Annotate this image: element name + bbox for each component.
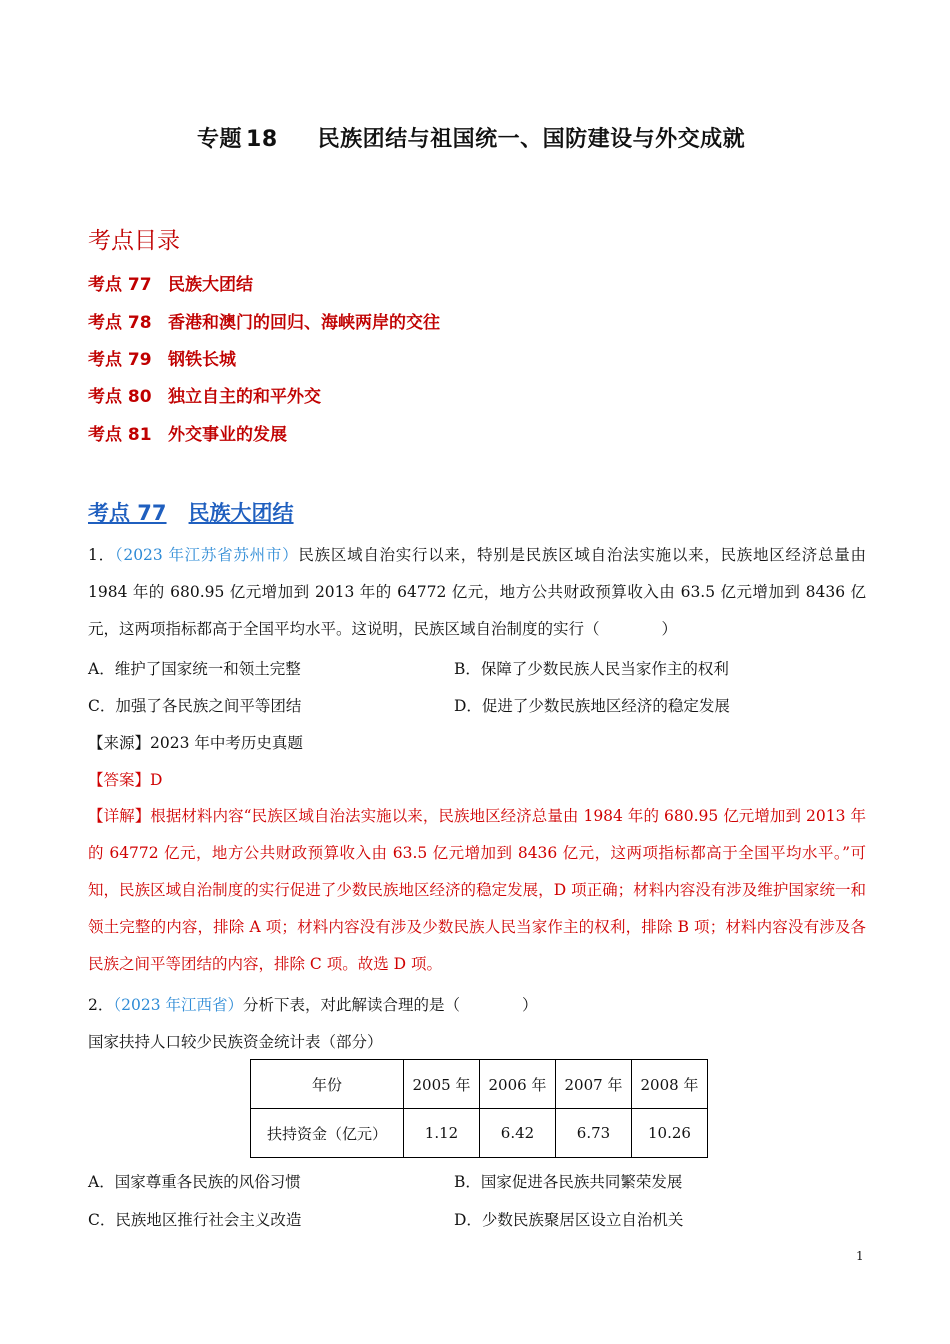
question-source-tag: （2023 年江苏省苏州市） bbox=[114, 546, 299, 564]
section-code: 考点 77 bbox=[88, 501, 167, 525]
page-number: 1 bbox=[856, 1249, 864, 1263]
table-cell: 6.42 bbox=[480, 1109, 556, 1158]
q1-option-d: D．促进了少数民族地区经济的稳定发展 bbox=[454, 697, 730, 715]
table-caption: 国家扶持人口较少民族资金统计表（部分） bbox=[88, 1033, 383, 1051]
toc-item-label: 独立自主的和平外交 bbox=[168, 387, 321, 407]
table-header-cell: 2008 年 bbox=[632, 1060, 708, 1109]
source-label: 【来源】 bbox=[88, 734, 151, 752]
question-number: 1． bbox=[88, 546, 115, 564]
answer-label: 【答案】 bbox=[88, 771, 151, 789]
section-label: 民族大团结 bbox=[188, 501, 294, 525]
q1-detail bbox=[88, 798, 866, 983]
toc-item-code: 考点 78 bbox=[88, 313, 152, 333]
q1-option-b: B．保障了少数民族人民当家作主的权利 bbox=[454, 660, 729, 678]
title-number: 18 bbox=[246, 127, 278, 152]
table-cell: 1.12 bbox=[404, 1109, 480, 1158]
question-2-stem bbox=[88, 993, 538, 1015]
table-cell: 6.73 bbox=[556, 1109, 632, 1158]
toc-item-78[interactable] bbox=[88, 308, 440, 333]
q1-answer bbox=[88, 768, 162, 790]
section-heading[interactable] bbox=[88, 497, 294, 527]
toc-item-label: 外交事业的发展 bbox=[168, 425, 287, 445]
toc-item-label: 钢铁长城 bbox=[168, 350, 236, 370]
toc-item-80[interactable] bbox=[88, 382, 321, 407]
table-cell: 扶持资金（亿元） bbox=[251, 1109, 404, 1158]
toc-item-81[interactable] bbox=[88, 420, 287, 445]
toc-heading: 考点目录 bbox=[88, 228, 180, 254]
toc-item-code: 考点 79 bbox=[88, 350, 152, 370]
table-header-cell: 2007 年 bbox=[556, 1060, 632, 1109]
table-header-cell: 2006 年 bbox=[480, 1060, 556, 1109]
page-title bbox=[197, 122, 745, 153]
detail-text: 根据材料内容“民族区域自治法实施以来，民族地区经济总量由 1984 年的 680.95 亿元增加到 2013 年的 64772 亿元，地方公共财政预算收入由 63.5 亿元增加到 8436 亿元，这两项指标都高于全国平均水平。”可知，民族区域自治制度的实行促进了少数民族地区经济的稳定发展，D 项正确；材料内容没有涉及维护国家统一和领土完整的内容，排除 A 项；材料内容没有涉及少数民族人民当家作主的权利，排除 B 项；材料内容没有涉及各民族之间平等团结的内容，排除 C 项。故选 D 项。 bbox=[88, 807, 866, 973]
funding-table bbox=[250, 1059, 708, 1158]
table-header-cell: 年份 bbox=[251, 1060, 404, 1109]
question-1-stem bbox=[88, 537, 866, 648]
question-source-tag: （2023 年江西省） bbox=[113, 996, 243, 1014]
q2-option-b: B．国家促进各民族共同繁荣发展 bbox=[454, 1173, 683, 1191]
title-text: 民族团结与祖国统一、国防建设与外交成就 bbox=[317, 127, 746, 152]
question-number: 2． bbox=[88, 996, 114, 1014]
table-row bbox=[251, 1109, 708, 1158]
toc-item-code: 考点 81 bbox=[88, 425, 152, 445]
q2-option-a: A．国家尊重各民族的风俗习惯 bbox=[88, 1173, 301, 1191]
table-header-row bbox=[251, 1060, 708, 1109]
toc-item-77[interactable] bbox=[88, 270, 253, 295]
q1-option-a: A．维护了国家统一和领土完整 bbox=[88, 660, 301, 678]
q1-option-c: C．加强了各民族之间平等团结 bbox=[88, 697, 302, 715]
q2-option-c: C．民族地区推行社会主义改造 bbox=[88, 1211, 302, 1229]
answer-value: D bbox=[150, 771, 163, 789]
toc-item-label: 香港和澳门的回归、海峡两岸的交往 bbox=[168, 313, 440, 333]
question-text: 分析下表，对此解读合理的是（ ） bbox=[243, 996, 538, 1014]
toc-item-code: 考点 77 bbox=[88, 275, 152, 295]
q1-source bbox=[88, 731, 303, 753]
q2-option-d: D．少数民族聚居区设立自治机关 bbox=[454, 1211, 684, 1229]
table-cell: 10.26 bbox=[632, 1109, 708, 1158]
title-prefix: 专题 bbox=[197, 127, 243, 152]
detail-label: 【详解】 bbox=[88, 807, 151, 825]
source-text: 2023 年中考历史真题 bbox=[150, 734, 303, 752]
toc-item-label: 民族大团结 bbox=[168, 275, 253, 295]
question-text: 民族区域自治实行以来，特别是民族区域自治法实施以来，民族地区经济总量由 1984 年的 680.95 亿元增加到 2013 年的 64772 亿元，地方公共财政预算收入由 63.5 亿元增加到 8436 亿元，这两项指标都高于全国平均水平。这说明，民族区域自治制度的实行（ ） bbox=[88, 546, 866, 638]
toc-item-79[interactable] bbox=[88, 345, 236, 370]
toc-item-code: 考点 80 bbox=[88, 387, 152, 407]
table-header-cell: 2005 年 bbox=[404, 1060, 480, 1109]
